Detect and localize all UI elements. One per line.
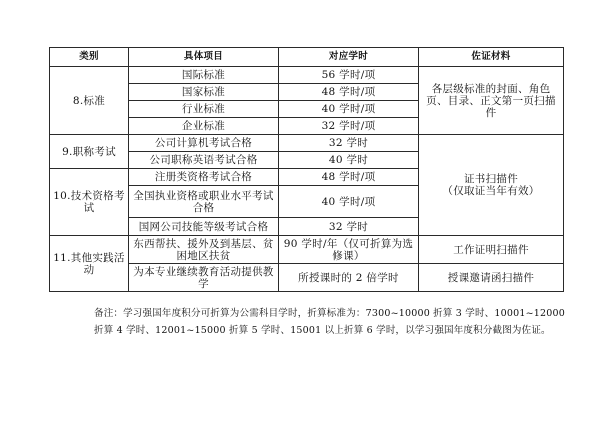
hours-cell: 40 学时/项	[279, 186, 419, 218]
item-cell: 注册类资格考试合格	[129, 169, 279, 186]
category-practice: 11.其他实践活动	[50, 236, 129, 292]
hours-cell: 40 学时/项	[279, 101, 419, 118]
hours-cell: 90 学时/年（仅可折算为选修课）	[279, 236, 419, 264]
evidence-cell: 工作证明扫描件	[419, 236, 564, 264]
item-cell: 东西帮扶、援外及到基层、贫困地区扶贫	[129, 236, 279, 264]
header-category: 类别	[50, 48, 129, 67]
header-hours: 对应学时	[279, 48, 419, 67]
hours-cell: 48 学时/项	[279, 169, 419, 186]
hours-cell: 48 学时/项	[279, 84, 419, 101]
hours-cell: 32 学时	[279, 135, 419, 152]
item-cell: 国家标准	[129, 84, 279, 101]
table-row	[50, 67, 564, 84]
hours-cell: 所授课时的 2 倍学时	[279, 264, 419, 292]
header-evidence: 佐证材料	[419, 48, 564, 67]
category-title-exam: 9.职称考试	[50, 135, 129, 169]
continuing-education-hours-table	[49, 47, 564, 292]
item-cell: 行业标准	[129, 101, 279, 118]
hours-cell: 56 学时/项	[279, 67, 419, 84]
hours-cell: 32 学时/项	[279, 118, 419, 135]
table-row	[50, 135, 564, 152]
item-cell: 公司职称英语考试合格	[129, 152, 279, 169]
category-qualification: 10.技术资格考试	[50, 169, 129, 236]
category-standard: 8.标准	[50, 67, 129, 135]
item-cell: 全国执业资格或职业水平考试合格	[129, 186, 279, 218]
table-row	[50, 236, 564, 264]
table-header-row	[50, 48, 564, 67]
item-cell: 企业标准	[129, 118, 279, 135]
item-cell: 国际标准	[129, 67, 279, 84]
hours-cell: 40 学时	[279, 152, 419, 169]
item-cell: 国网公司技能等级考试合格	[129, 218, 279, 236]
table-footnote	[94, 305, 570, 339]
footnote-text: 备注：学习强国年度积分可折算为公需科目学时，折算标准为：7300~10000 折算 3 学时、10001~12000 折算 4 学时、12001~15000 折算 5 学时、15001 以上折算 6 学时，以学习强国年度积分截图为佐证。	[94, 308, 565, 336]
item-cell: 为本专业继续教育活动提供教学	[129, 264, 279, 292]
evidence-cell: 授课邀请函扫描件	[419, 264, 564, 292]
item-cell: 公司计算机考试合格	[129, 135, 279, 152]
evidence-standard: 各层级标准的封面、角色页、目录、正文第一页扫描件	[419, 67, 564, 135]
hours-cell: 32 学时	[279, 218, 419, 236]
header-item: 具体项目	[129, 48, 279, 67]
evidence-certificate: 证书扫描件 （仅取证当年有效）	[419, 135, 564, 236]
